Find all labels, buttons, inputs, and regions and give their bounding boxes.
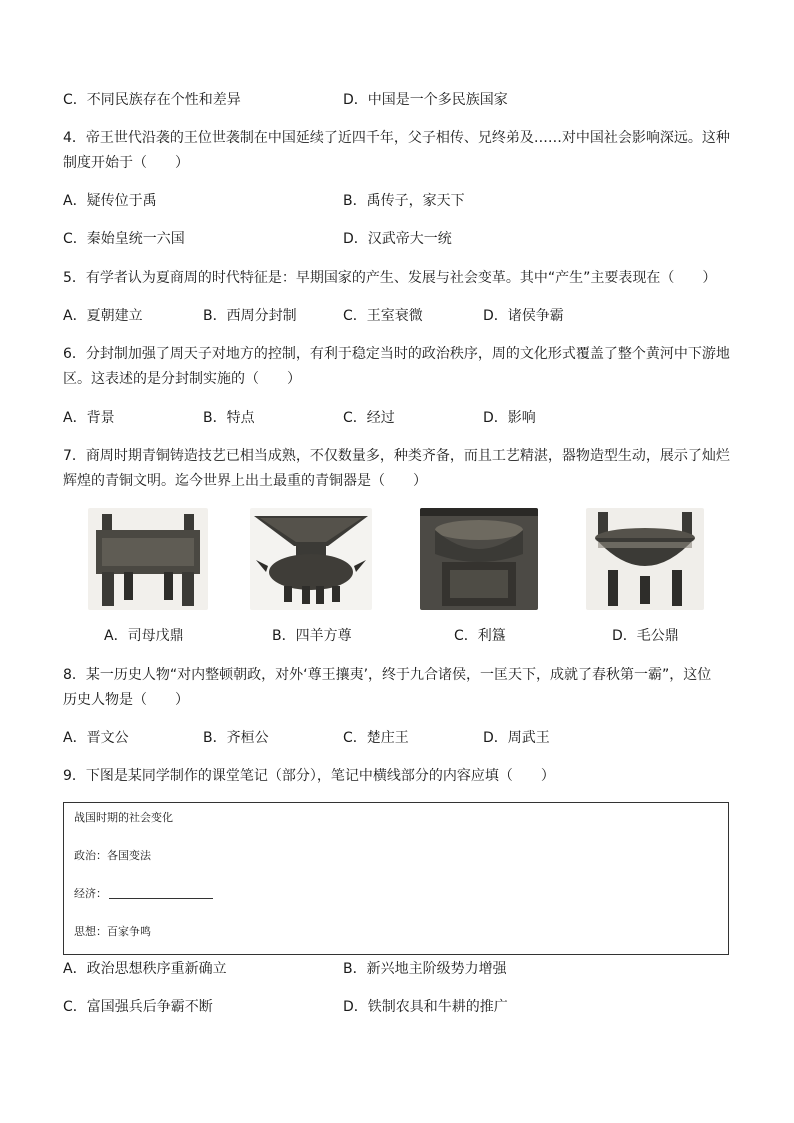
q4-option-c: C．秦始皇统一六国 <box>63 231 185 247</box>
q9-option-a: A．政治思想秩序重新确立 <box>63 961 227 977</box>
class-note-box <box>63 802 729 955</box>
li-gui-image <box>420 508 538 610</box>
q8-option-a: A．晋文公 <box>63 730 129 746</box>
q4-option-a: A．疑传位于禹 <box>63 193 157 209</box>
q9-option-d: D．铁制农具和牛耕的推广 <box>343 999 508 1015</box>
q9-stem: 9．下图是某同学制作的课堂笔记（部分），笔记中横线部分的内容应填（ ） <box>63 768 555 784</box>
q7-option-c: C．利簋 <box>454 628 506 644</box>
q4-option-d: D．汉武帝大一统 <box>343 231 452 247</box>
q4-option-b: B．禹传子，家天下 <box>343 193 465 209</box>
note-economy-row <box>74 885 213 901</box>
q5-option-b: B．西周分封制 <box>203 308 297 324</box>
q7-option-a: A．司母戊鼎 <box>104 628 184 644</box>
simuwu-ding-image <box>88 508 208 610</box>
q8-stem-line1: 8．某一历史人物“对内整顿朝政，对外‘尊王攘夷’，终于九合诸侯，一匡天下，成就了春秋第一霸”，这位 <box>63 667 712 683</box>
q6-option-b: B．特点 <box>203 410 255 426</box>
q6-option-a: A．背景 <box>63 410 115 426</box>
siyang-fangzun-image <box>250 508 372 610</box>
q7-stem-line1: 7．商周时期青铜铸造技艺已相当成熟，不仅数量多，种类齐备，而且工艺精湛，器物造型生动，展示了灿烂 <box>63 448 730 464</box>
q5-option-d: D．诸侯争霸 <box>483 308 564 324</box>
q8-option-d: D．周武王 <box>483 730 550 746</box>
q7-option-b: B．四羊方尊 <box>272 628 352 644</box>
q9-option-b: B．新兴地主阶级势力增强 <box>343 961 507 977</box>
q9-option-c: C．富国强兵后争霸不断 <box>63 999 213 1015</box>
q6-option-d: D．影响 <box>483 410 536 426</box>
q4-stem-line2: 制度开始于（ ） <box>63 155 189 171</box>
note-thought: 思想：百家争鸣 <box>74 925 151 938</box>
note-economy-label: 经济： <box>74 887 107 900</box>
q5-option-a: A．夏朝建立 <box>63 308 143 324</box>
q3-option-c: C．不同民族存在个性和差异 <box>63 92 241 108</box>
q6-stem-line1: 6．分封制加强了周天子对地方的控制，有利于稳定当时的政治秩序，周的文化形式覆盖了整个黄河中下游地 <box>63 346 730 362</box>
q6-option-c: C．经过 <box>343 410 395 426</box>
q7-option-d: D．毛公鼎 <box>612 628 679 644</box>
q6-stem-line2: 区。这表述的是分封制实施的（ ） <box>63 371 301 387</box>
q3-option-d: D．中国是一个多民族国家 <box>343 92 508 108</box>
note-title: 战国时期的社会变化 <box>74 811 173 824</box>
q5-option-c: C．王室衰微 <box>343 308 423 324</box>
q5-stem: 5．有学者认为夏商周的时代特征是：早期国家的产生、发展与社会变革。其中“产生”主要表现在（ ） <box>63 270 717 286</box>
q7-stem-line2: 辉煌的青铜文明。迄今世界上出土最重的青铜器是（ ） <box>63 473 427 489</box>
q8-stem-line2: 历史人物是（ ） <box>63 692 189 708</box>
maogong-ding-image <box>586 508 704 610</box>
q8-option-c: C．楚庄王 <box>343 730 409 746</box>
q4-stem-line1: 4．帝王世代沿袭的王位世袭制在中国延续了近四千年，父子相传、兄终弟及……对中国社会影响深远。这种 <box>63 130 730 146</box>
note-politics: 政治：各国变法 <box>74 849 151 862</box>
note-economy-blank <box>109 886 213 899</box>
q8-option-b: B．齐桓公 <box>203 730 269 746</box>
